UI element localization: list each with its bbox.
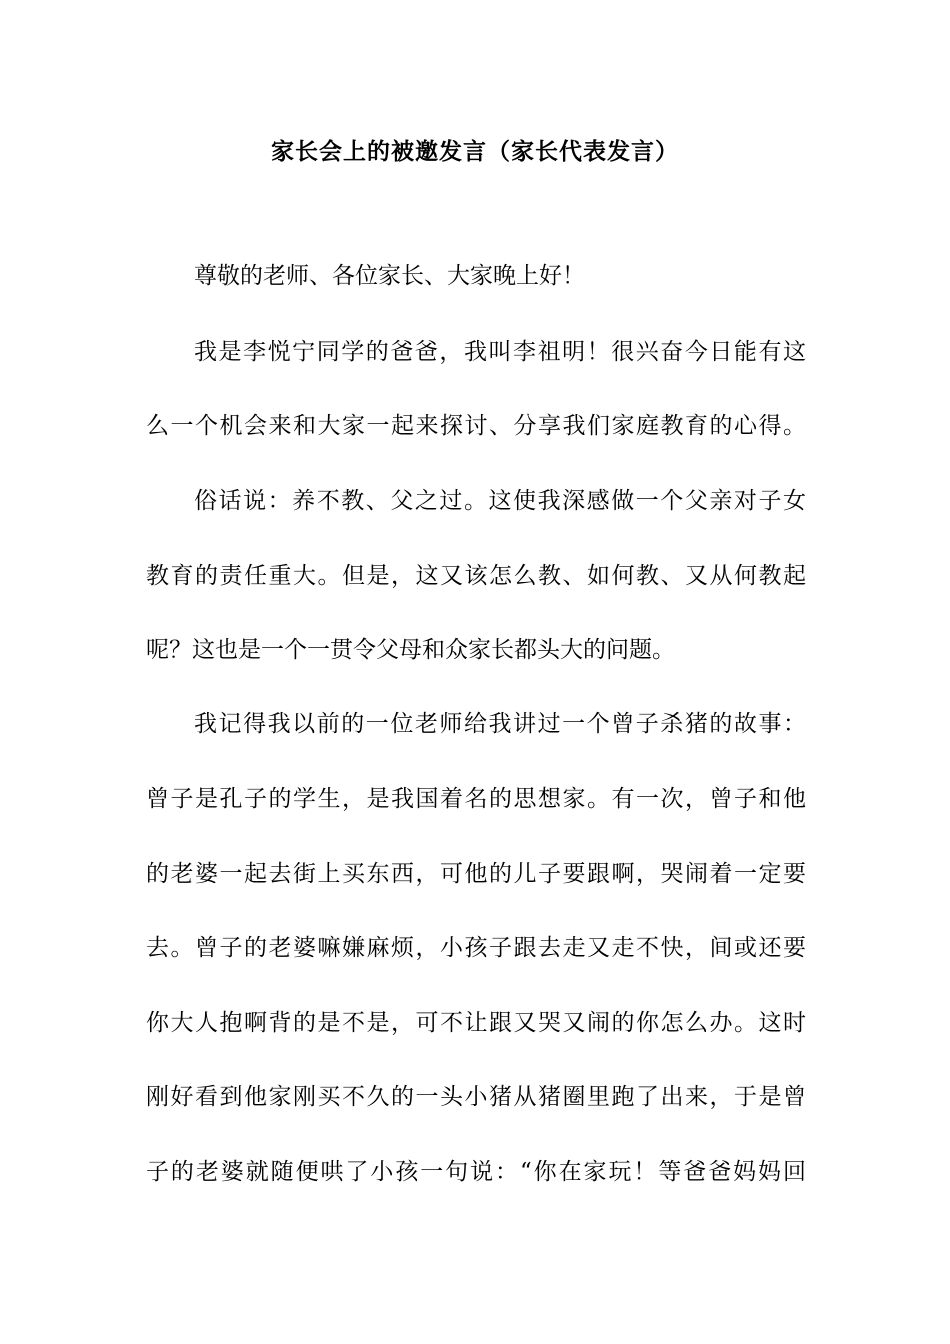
page-title: 家长会上的被邀发言（家长代表发言） xyxy=(271,139,679,165)
text-line: 教育的责任重大。但是，这又该怎么教、如何教、又从何教起 xyxy=(146,563,806,589)
text-line: 的老婆一起去街上买东西，可他的儿子要跟啊，哭闹着一定要 xyxy=(146,861,806,887)
text-line: 你大人抱啊背的是不是，可不让跟又哭又闹的你怎么办。这时 xyxy=(146,1010,806,1036)
text-line: 我记得我以前的一位老师给我讲过一个曾子杀猪的故事： xyxy=(194,711,806,737)
text-line: 子的老婆就随便哄了小孩一句说：“你在家玩！等爸爸妈妈回 xyxy=(146,1159,806,1185)
text-line: 俗话说：养不教、父之过。这使我深感做一个父亲对子女 xyxy=(194,488,806,514)
text-line: 么一个机会来和大家一起来探讨、分享我们家庭教育的心得。 xyxy=(146,413,806,439)
text-line: 去。曾子的老婆嘛嫌麻烦，小孩子跟去走又走不快，间或还要 xyxy=(146,935,806,961)
text-line: 刚好看到他家刚买不久的一头小猪从猪圈里跑了出来，于是曾 xyxy=(146,1084,806,1110)
text-line: 呢？这也是一个一贯令父母和众家长都头大的问题。 xyxy=(146,637,675,663)
text-line: 曾子是孔子的学生，是我国着名的思想家。有一次，曾子和他 xyxy=(146,786,806,812)
text-line: 我是李悦宁同学的爸爸，我叫李祖明！很兴奋今日能有这 xyxy=(194,339,806,365)
text-line: 尊敬的老师、各位家长、大家晚上好！ xyxy=(194,263,585,289)
